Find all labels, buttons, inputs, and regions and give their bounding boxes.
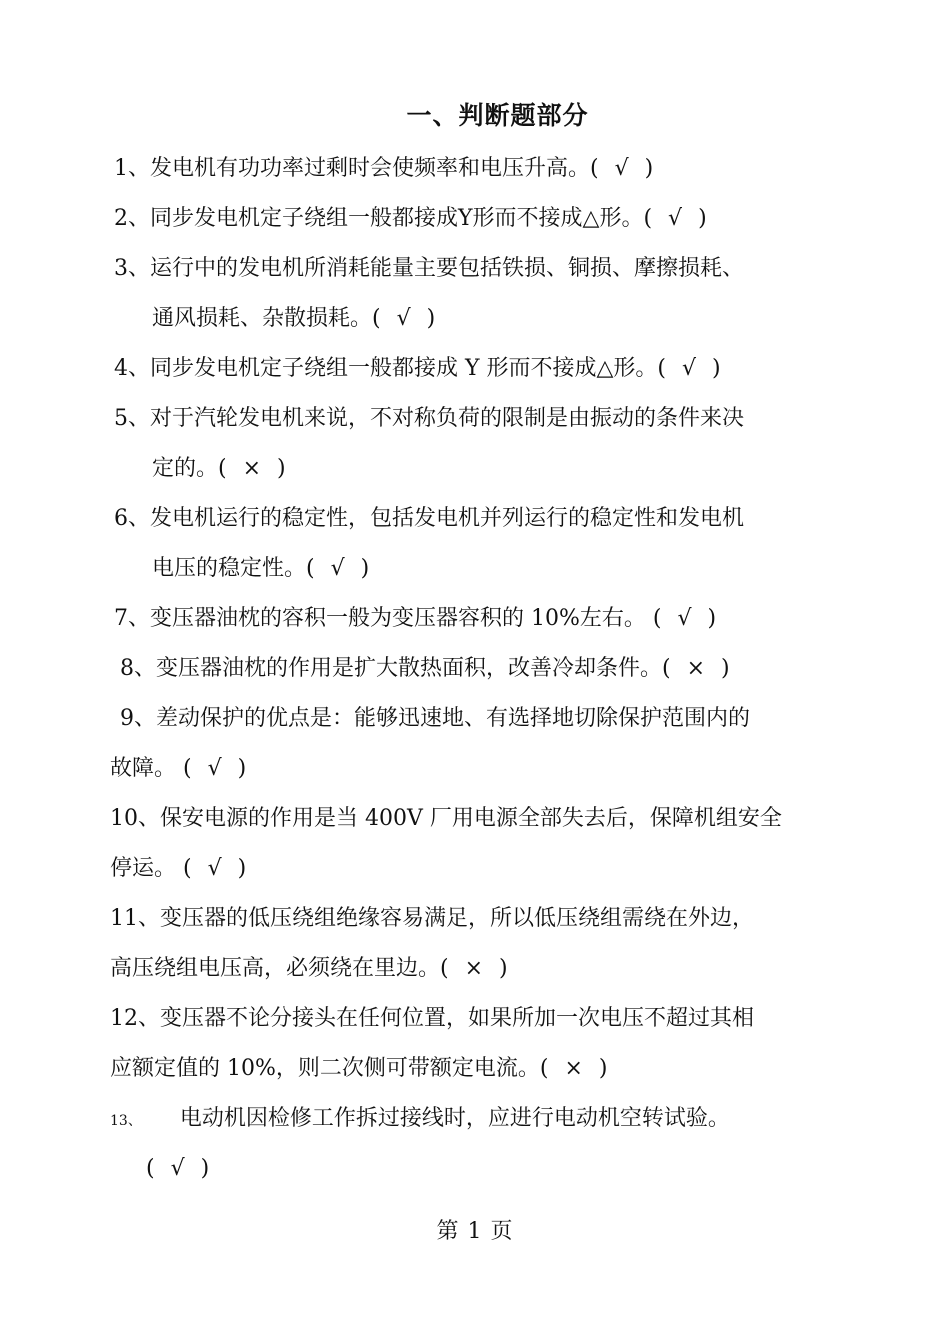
answer-mark: √ bbox=[677, 606, 692, 631]
question-text: 高压绕组电压高，必须绕在里边。( bbox=[110, 956, 449, 981]
close-paren: ) bbox=[200, 1156, 210, 1181]
question-text: 3、运行中的发电机所消耗能量主要包括铁损、铜损、摩擦损耗、 bbox=[114, 256, 744, 281]
question-text: 停运。 ( bbox=[110, 856, 192, 881]
question-number: 13、 bbox=[110, 1113, 142, 1129]
page-title: 一、判断题部分 bbox=[406, 101, 589, 130]
question-10 bbox=[110, 804, 782, 834]
question-text: 定的。( bbox=[152, 456, 227, 481]
question-text: 1、发电机有功功率过剩时会使频率和电压升高。( bbox=[114, 156, 599, 181]
question-6-cont bbox=[152, 554, 369, 584]
question-text: 12、变压器不论分接头在任何位置，如果所加一次电压不超过其相 bbox=[110, 1006, 754, 1031]
answer-mark: × bbox=[686, 656, 706, 681]
close-paren: ) bbox=[698, 206, 707, 231]
question-9-cont bbox=[110, 754, 246, 784]
question-5-cont bbox=[152, 454, 286, 484]
close-paren: ) bbox=[707, 606, 717, 631]
close-paren: ) bbox=[644, 156, 654, 181]
answer-mark: √ bbox=[207, 856, 222, 881]
close-paren: ) bbox=[499, 956, 508, 981]
question-9 bbox=[120, 704, 750, 734]
close-paren: ) bbox=[237, 856, 247, 881]
question-11-cont bbox=[110, 954, 508, 984]
open-paren: ( bbox=[146, 1156, 155, 1181]
close-paren: ) bbox=[712, 356, 721, 381]
question-12-cont bbox=[110, 1054, 608, 1084]
close-paren: ) bbox=[721, 656, 730, 681]
question-text: 2、同步发电机定子绕组一般都接成Y形而不接成△形。( bbox=[114, 206, 653, 231]
question-text: 4、同步发电机定子绕组一般都接成 Y 形而不接成△形。( bbox=[114, 356, 667, 381]
question-12 bbox=[110, 1004, 754, 1034]
question-text: 电动机因检修工作拆过接线时，应进行电动机空转试验。 bbox=[179, 1106, 730, 1131]
answer-mark: √ bbox=[330, 556, 345, 581]
question-3 bbox=[114, 254, 744, 284]
question-6 bbox=[114, 504, 744, 534]
question-2 bbox=[114, 204, 707, 234]
question-10-cont bbox=[110, 854, 246, 884]
question-text: 7、变压器油枕的容积一般为变压器容积的 10%左右。 ( bbox=[114, 606, 662, 631]
answer-mark: √ bbox=[396, 306, 411, 331]
answer-mark: √ bbox=[170, 1156, 185, 1181]
question-13 bbox=[110, 1104, 730, 1136]
answer-mark: × bbox=[464, 956, 484, 981]
question-text: 电压的稳定性。( bbox=[152, 556, 315, 581]
answer-mark: √ bbox=[682, 356, 697, 381]
question-text: 5、对于汽轮发电机来说，不对称负荷的限制是由振动的条件来决 bbox=[114, 406, 744, 431]
answer-mark: × bbox=[564, 1056, 583, 1081]
close-paren: ) bbox=[426, 306, 436, 331]
answer-mark: √ bbox=[614, 156, 629, 181]
close-paren: ) bbox=[360, 556, 370, 581]
question-1 bbox=[114, 154, 653, 184]
close-paren: ) bbox=[277, 456, 286, 481]
question-8 bbox=[120, 654, 730, 684]
question-text: 应额定值的 10%，则二次侧可带额定电流。( bbox=[110, 1056, 549, 1081]
question-4 bbox=[114, 354, 721, 384]
question-text: 10、保安电源的作用是当 400V 厂用电源全部失去后，保障机组安全 bbox=[110, 806, 782, 831]
question-13-cont bbox=[146, 1154, 209, 1184]
question-text: 8、变压器油枕的作用是扩大散热面积，改善冷却条件。( bbox=[120, 656, 671, 681]
question-text: 故障。 ( bbox=[110, 756, 192, 781]
question-text: 6、发电机运行的稳定性，包括发电机并列运行的稳定性和发电机 bbox=[114, 506, 744, 531]
question-text: 通风损耗、杂散损耗。( bbox=[152, 306, 381, 331]
question-5 bbox=[114, 404, 744, 434]
answer-mark: √ bbox=[668, 206, 683, 231]
question-text: 9、差动保护的优点是：能够迅速地、有选择地切除保护范围内的 bbox=[120, 706, 750, 731]
question-7 bbox=[114, 604, 716, 634]
close-paren: ) bbox=[598, 1056, 608, 1081]
close-paren: ) bbox=[237, 756, 247, 781]
answer-mark: √ bbox=[207, 756, 222, 781]
question-11 bbox=[110, 904, 754, 934]
question-text: 11、变压器的低压绕组绝缘容易满足，所以低压绕组需绕在外边， bbox=[110, 906, 754, 931]
question-3-cont bbox=[152, 304, 435, 334]
answer-mark: × bbox=[242, 456, 262, 481]
page-footer: 第 1 页 bbox=[436, 1219, 514, 1244]
